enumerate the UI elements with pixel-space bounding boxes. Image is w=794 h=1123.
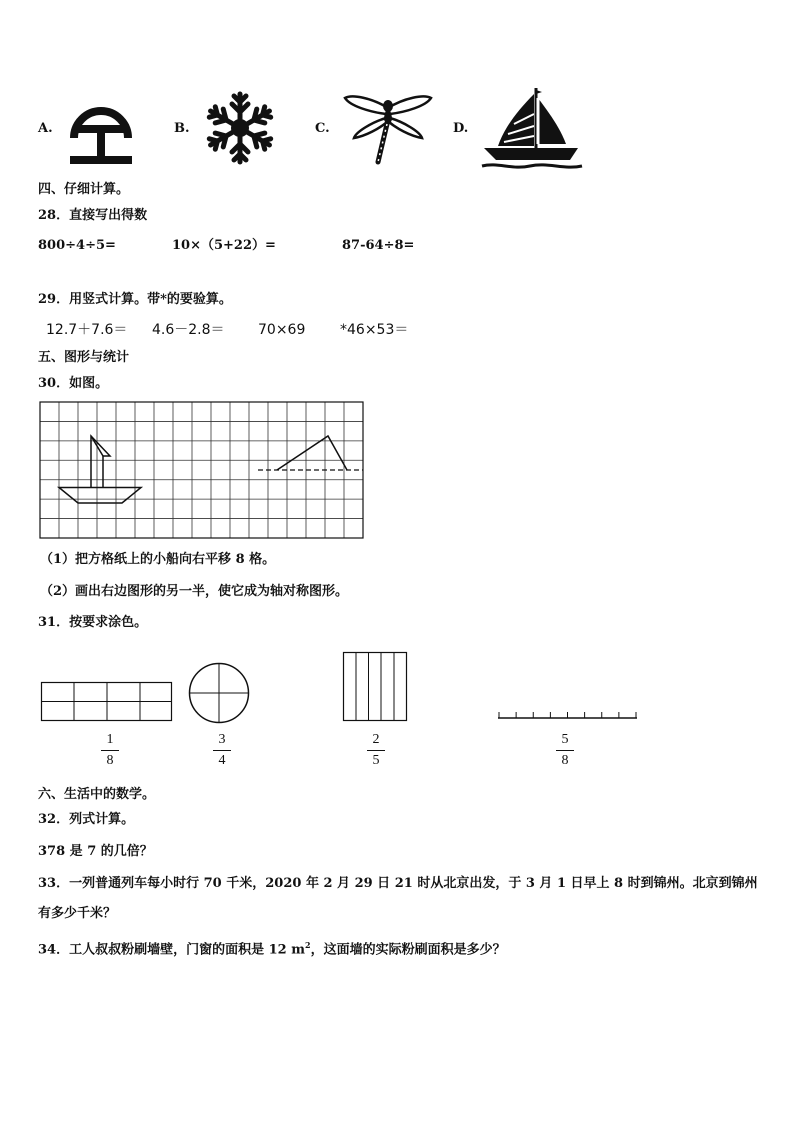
fraction-4-numerator: 5 <box>561 732 569 747</box>
q28-item-1: 800÷4÷5= <box>38 238 116 253</box>
q32-title: 32．列式计算。 <box>38 812 135 827</box>
fraction-3 <box>361 732 391 769</box>
q30-title: 30．如图。 <box>38 376 109 391</box>
snowflake-icon <box>200 88 280 168</box>
circle-quarters-shape <box>188 662 250 724</box>
q30-sub-2: （2）画出右边图形的另一半，使它成为轴对称图形。 <box>40 584 349 599</box>
fraction-bar <box>367 750 385 751</box>
q33-line-1: 33．一列普通列车每小时行 70 千米，2020 年 2 月 29 日 21 时从北京出发，于 3 月 1 日早上 8 时到锦州。北京到锦州 <box>38 876 758 891</box>
option-a-label: A. <box>38 121 53 136</box>
q33-line-2: 有多少千米？ <box>38 906 117 921</box>
q31-title: 31．按要求涂色。 <box>38 615 148 630</box>
sailboat-icon <box>478 84 584 172</box>
q29-item-3: 70×69 <box>258 322 306 338</box>
q28-item-2: 10×（5+22）= <box>172 238 276 253</box>
segment-line-shape <box>498 708 638 720</box>
fraction-4-denominator: 8 <box>561 753 569 768</box>
rect-fifths-shape <box>343 652 408 722</box>
q28-item-3: 87-64÷8= <box>342 238 415 253</box>
fraction-1 <box>95 732 125 769</box>
q30-sub-1: （1）把方格纸上的小船向右平移 8 格。 <box>40 552 276 567</box>
section-5-heading: 五、图形与统计 <box>38 350 130 365</box>
option-b-label: B. <box>174 121 190 136</box>
fraction-2 <box>207 732 237 769</box>
q29-title: 29．用竖式计算。带*的要验算。 <box>38 292 232 307</box>
section-6-heading: 六、生活中的数学。 <box>38 787 156 802</box>
metro-logo-icon <box>66 90 136 170</box>
q34-text-a: 34．工人叔叔粉刷墙壁，门窗的面积是 12 m <box>38 942 305 958</box>
q29-item-4: *46×53＝ <box>340 322 409 338</box>
boat-figure <box>59 436 141 503</box>
fraction-2-numerator: 3 <box>218 732 226 747</box>
fraction-3-denominator: 5 <box>372 753 380 768</box>
q29-item-2: 4.6－2.8＝ <box>152 322 225 338</box>
q34-superscript: 2 <box>305 940 311 950</box>
q34-text-b: ，这面墙的实际粉刷面积是多少？ <box>310 942 506 958</box>
fraction-bar <box>213 750 231 751</box>
q28-title: 28．直接写出得数 <box>38 208 148 223</box>
fraction-4 <box>550 732 580 769</box>
fraction-bar <box>556 750 574 751</box>
fraction-1-numerator: 1 <box>106 732 114 747</box>
fraction-bar <box>101 750 119 751</box>
fraction-3-numerator: 2 <box>372 732 380 747</box>
option-c-label: C. <box>315 121 330 136</box>
rect-eighths-shape <box>41 682 172 722</box>
q34-text <box>38 937 506 958</box>
fraction-2-denominator: 4 <box>218 753 226 768</box>
section-4-heading: 四、仔细计算。 <box>38 182 130 197</box>
option-d-label: D. <box>453 121 469 136</box>
q29-item-1: 12.7＋7.6＝ <box>46 322 128 338</box>
grid-paper <box>40 402 364 538</box>
q32-text: 378 是 7 的几倍？ <box>38 844 153 859</box>
dragonfly-icon <box>342 92 434 168</box>
fraction-1-denominator: 8 <box>106 753 114 768</box>
